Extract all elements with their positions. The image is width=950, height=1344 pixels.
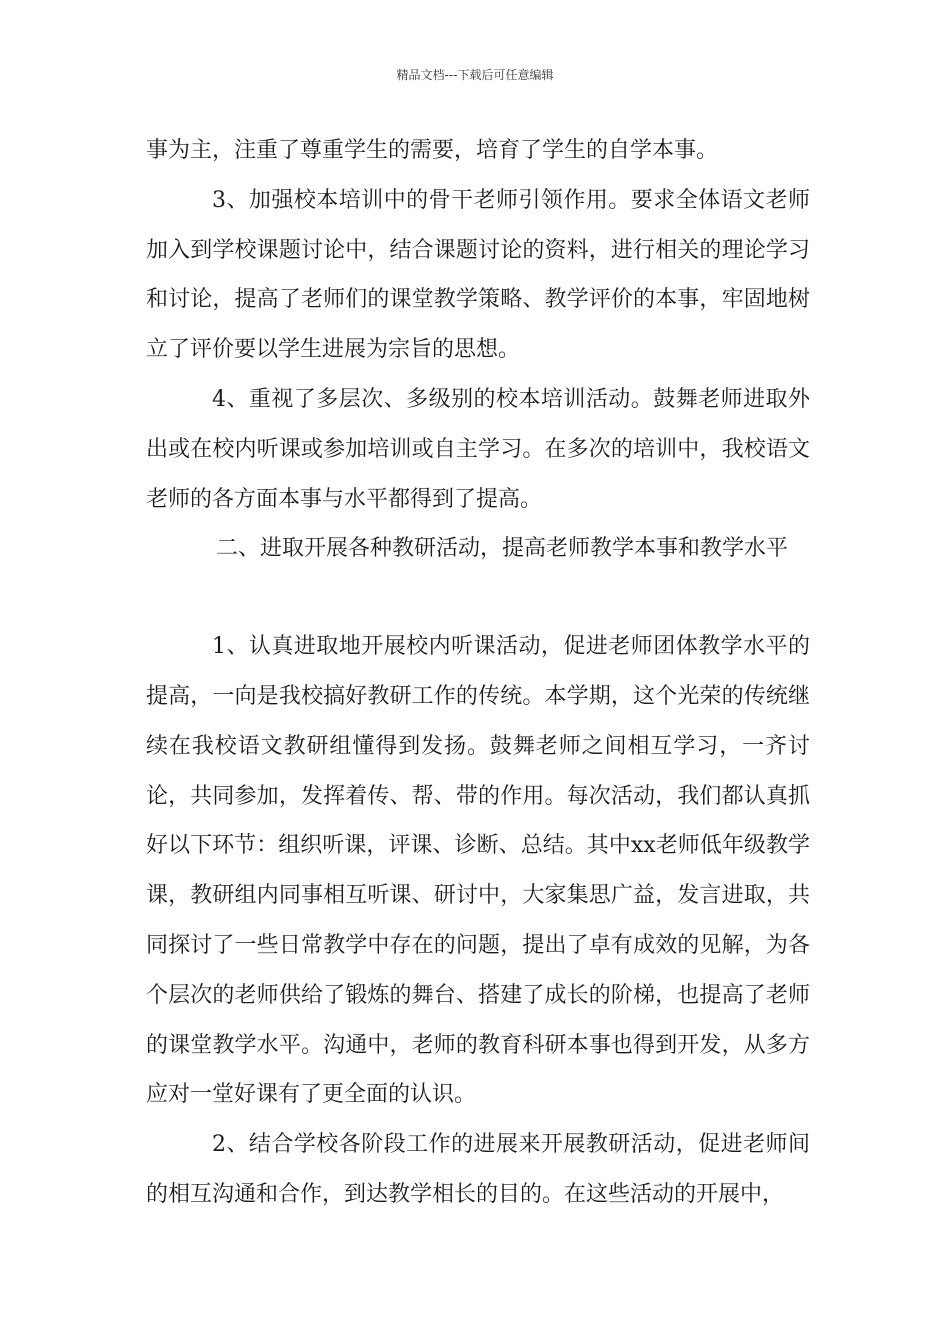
paragraph-item-2: 2、结合学校各阶段工作的进展来开展教研活动，促进老师间的相互沟通和合作，到达教学相长的目的。在这些活动的开展中， bbox=[146, 1132, 810, 1207]
paragraph-continuation: 事为主，注重了尊重学生的需要，培育了学生的自学本事。 bbox=[146, 138, 719, 163]
paragraph-item-3: 3、加强校本培训中的骨干老师引领作用。要求全体语文老师加入到学校课题讨论中，结合课题讨论的资料，进行相关的理论学习和讨论，提高了老师们的课堂教学策略、教学评价的本事，牢固地树立了评价要以学生进展为宗旨的思想。 bbox=[146, 187, 810, 363]
page-header: 精品文档---下载后可任意编辑 bbox=[396, 68, 554, 82]
section-heading-2: 二、进取开展各种教研活动，提高老师教学本事和教学水平 bbox=[216, 536, 789, 562]
paragraph-item-4: 4、重视了多层次、多级别的校本培训活动。鼓舞老师进取外出或在校内听课或参加培训或自主学习。在多次的培训中，我校语文老师的各方面本事与水平都得到了提高。 bbox=[146, 386, 810, 512]
document-body bbox=[146, 126, 810, 1220]
paragraph-item-1: 1、认真进取地开展校内听课活动，促进老师团体教学水平的提高，一向是我校搞好教研工作的传统。本学期，这个光荣的传统继续在我校语文教研组懂得到发扬。鼓舞老师之间相互学习，一齐讨论，共同参加，发挥着传、帮、带的作用。每次活动，我们都认真抓好以下环节：组织听课，评课、诊断、总结。其中xx老师低年级教学课，教研组内同事相互听课、研讨中，大家集思广益，发言进取，共同探讨了一些日常教学中存在的问题，提出了卓有成效的见解，为各个层次的老师供给了锻炼的舞台、搭建了成长的阶梯，也提高了老师的课堂教学水平。沟通中，老师的教育科研本事也得到开发，从多方应对一堂好课有了更全面的认识。 bbox=[146, 634, 810, 1108]
